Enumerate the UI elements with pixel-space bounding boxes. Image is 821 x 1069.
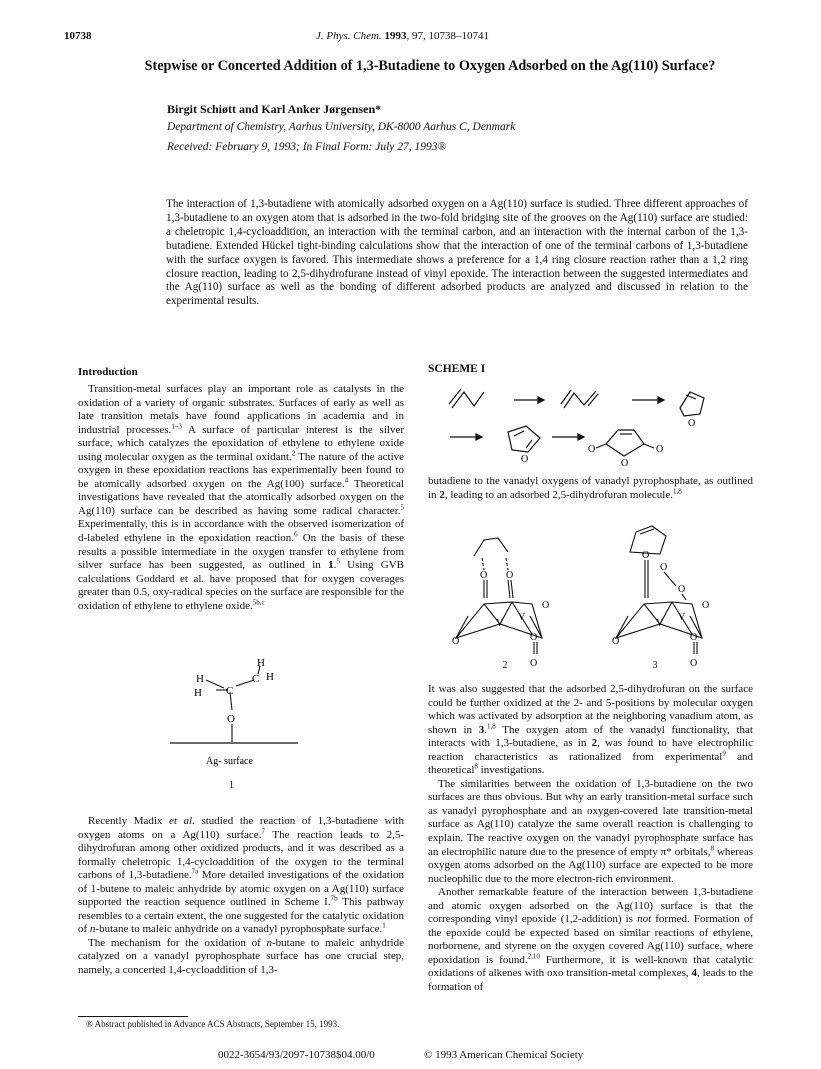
text-run: .: [484, 723, 487, 736]
citation-ref: 1,8: [486, 721, 496, 730]
double-bond: [526, 440, 532, 448]
citation-ref: 5b,c: [252, 598, 265, 607]
atom-o: O: [690, 658, 698, 669]
text-run: The nature of the active oxygen in these epoxidation reactions has experimentally been found to be atomically adsorbed oxygen on the Ag(100) surface.: [78, 450, 405, 490]
text-run: formed. Formation of the epoxide could be expected based on similar reactions of ethylene, norbornene, and styrene on the oxygen covered Ag(110) surface, where epoxidation is found.: [428, 913, 753, 966]
atom-o: O: [530, 658, 538, 669]
double-bond: [449, 389, 461, 404]
atom-v: V: [518, 612, 526, 623]
atom-o: O: [642, 550, 650, 561]
section-heading-introduction: Introduction: [78, 366, 138, 378]
citation-ref: 7: [261, 826, 265, 835]
scheme-1-diagram: [428, 380, 758, 480]
text-run: .: [333, 559, 337, 572]
citation-ref: 8: [710, 843, 714, 852]
text-run: The mechanism for the oxidation of: [88, 936, 267, 949]
text-run: 1: [328, 559, 334, 572]
paragraph-3: [428, 778, 753, 886]
double-bond: [561, 390, 571, 404]
text-run: Advance ACS Abstracts,: [173, 1019, 263, 1029]
copyright: © 1993 American Chemical Society: [424, 1049, 584, 1061]
atom-o: O: [660, 562, 668, 573]
double-bond: [588, 394, 598, 406]
text-run: Experimentally, this is in accordance with the observed isomerization of d-labeled ethylene in the epoxidation reaction.: [78, 518, 404, 545]
citation-ref: 9: [722, 749, 726, 758]
text-run: , leading to an adsorbed 2,5-dihydrofuran molecule.: [444, 488, 673, 501]
affiliation: Department of Chemistry, Aarhus University, DK-8000 Aarhus C, Denmark: [167, 121, 516, 133]
citation-ref: 1: [382, 921, 386, 930]
atom-v: V: [656, 618, 664, 629]
right-column-top: [428, 475, 753, 502]
citation-ref: 7a: [191, 867, 199, 876]
text-run: , leads to the formation of: [428, 967, 753, 994]
text-run: investigations.: [477, 764, 545, 777]
text-run: , was found to have electrophilic reaction characteristics as rationalized from experimental: [428, 737, 753, 763]
text-run: Another remarkable feature of the interaction between 1,3-butadiene and atomic oxygen adsorbed on the Ag(110) surface is that the corresponding vinyl epoxide (1,2-addition) is: [428, 886, 753, 926]
text-run: On the basis of these results a possible intermediate in the oxygen transfer to ethylene from silver surface has been suggested, as outlined in: [78, 532, 404, 572]
footnote: [86, 1019, 339, 1029]
carbonyl-bond: [644, 444, 654, 448]
citation-ref: 2: [291, 449, 296, 458]
scheme-label: SCHEME I: [428, 363, 486, 375]
text-run: -butane to maleic anhydride catalyzed on a vanadyl pyrophosphate surface has one crucial step, namely, a concerted 1,4-cycloaddition of 1,3-: [78, 936, 404, 977]
carbonyl-bond: [596, 444, 606, 448]
page-number: 10738: [64, 30, 92, 42]
received-dates: Received: February 9, 1993; In Final Form: July 27, 1993®: [167, 141, 447, 153]
atom-o: O: [530, 632, 538, 643]
atom-c: C: [226, 685, 234, 697]
text-run: The oxygen atom of the vanadyl functionality, that interacts with 1,3-butadiene, as in: [428, 723, 753, 750]
text-run: 2: [591, 737, 598, 750]
paper-title: Stepwise or Concerted Addition of 1,3-Butadiene to Oxygen Adsorbed on the Ag(110) Surface?: [144, 58, 716, 74]
double-bond: [514, 431, 524, 436]
citation-ref: 1–3: [171, 421, 182, 430]
article-code: 0022-3654/93/2097-10738$04.00/0: [218, 1049, 375, 1061]
journal-name: J. Phys. Chem.: [316, 30, 382, 42]
text-run: 2: [439, 488, 445, 501]
atom-o: O: [621, 458, 629, 469]
citation-ref: 8: [474, 762, 478, 771]
journal-volume-pages: , 97, 10738–10741: [406, 30, 489, 42]
compound-label-1: 1: [229, 780, 234, 791]
atom-o: O: [521, 454, 529, 465]
atom-o: O: [612, 636, 620, 647]
text-run: ® Abstract published in: [86, 1019, 174, 1029]
dashed-bond: [482, 558, 484, 570]
paragraph-continued: [428, 475, 753, 502]
text-run: Recently Madix: [88, 815, 170, 827]
citation-ref: 7b: [330, 894, 338, 903]
citation-ref: 1,8: [673, 486, 682, 495]
atom-h: H: [194, 687, 202, 699]
butadiene-fragment: [474, 538, 508, 556]
text-run: September 15, 1993.: [262, 1019, 340, 1029]
atom-o: O: [702, 600, 710, 611]
paragraph-intro-3: [78, 937, 404, 978]
surface-label: Ag- surface: [206, 756, 253, 767]
paragraph-4: [428, 886, 753, 994]
atom-o: O: [588, 444, 596, 455]
atom-v: V: [678, 612, 686, 623]
atom-o: O: [452, 636, 460, 647]
paragraph-2: [428, 683, 753, 778]
text-run: whereas oxygen atoms adsorbed on the Ag(110) surface are expected to be more nucleophilic due to the more electron-rich environment.: [428, 845, 753, 885]
bond: [664, 572, 676, 586]
atom-o: O: [690, 632, 698, 643]
citation-ref: 6: [294, 530, 298, 539]
atom-o: O: [227, 713, 235, 725]
paragraph-intro-1: [78, 383, 404, 613]
text-run: -butane to maleic anhydride on a vanadyl pyrophosphate surface.: [95, 923, 383, 936]
atom-c: C: [252, 673, 260, 685]
text-run: The reaction leads to 2,5-dihydrofuran among other oxidized products, and it was described as a formally cheletropic 1,4-cycloaddition of the oxygen to the terminal carbons of 1,3-butadiene.: [78, 828, 404, 882]
text-run: et al.: [169, 815, 195, 827]
text-run: not: [637, 913, 652, 926]
right-column-bottom: [428, 683, 753, 995]
text-run: It was also suggested that the adsorbed 2,5-dihydrofuran on the surface could be further oxidized at the 2- and 5-positions by molecular oxygen which was activated by adsorption at the neighboring vanadium atom, as shown in: [428, 683, 753, 736]
bond: [508, 580, 510, 598]
dashed-bond: [506, 558, 508, 570]
text-run: Theoretical investigations have revealed that the atomically adsorbed oxygen on the Ag(110) surface can be described as having some radical character.: [78, 477, 404, 517]
text-run: n: [266, 936, 272, 949]
text-run: Transition-metal surfaces play an important role as catalysts in the oxidation of a variety of organic substrates. Surfaces of early as well as late transition metals have found applications in academia and in industrial processes.: [78, 383, 404, 436]
paragraph-intro-2: [78, 815, 404, 937]
text-run: n: [89, 923, 96, 936]
authors: Birgit Schiøtt and Karl Anker Jørgensen*: [167, 102, 382, 116]
atom-h: H: [257, 657, 265, 669]
dihydrofuran-ring: [680, 392, 704, 416]
journal-year: 1993: [384, 30, 407, 42]
text-run: The similarities between the oxidation of 1,3-butadiene on the two surfaces are thus obvious. But why an early transition-metal surface such as vanadyl pyrophosphate and an oxygen-covered late transition-metal surface as Ag(110) catalyze the same overall reaction is challenging to explain. The reactive oxygen on the vanadyl pyrophosphate surface has an electrophilic nature due to the presence of empty π* orbitals,: [428, 777, 753, 858]
atom-o: O: [480, 570, 488, 581]
text-run: 3: [478, 723, 485, 736]
bond: [511, 580, 513, 598]
compound-label-2: 2: [502, 660, 508, 671]
atom-v: V: [496, 618, 504, 629]
footnote-rule: [78, 1016, 188, 1017]
atom-h: H: [196, 673, 204, 685]
atom-o: O: [542, 600, 550, 611]
atom-h: H: [266, 671, 274, 683]
text-run: and theoretical: [428, 750, 753, 777]
text-run: More detailed investigations of the oxidation of 1-butene to maleic anhydride by atomic oxygen on a Ag(110) surface supported the reaction sequence outlined in Scheme I.: [78, 869, 404, 909]
structures-2-3-diagram: [430, 512, 750, 672]
atom-o: O: [506, 570, 514, 581]
text-run: This pathway resembles to a certain extent, the one suggested for the catalytic oxidation of: [78, 896, 404, 936]
text-run: Using GVB calculations Goddard et al. have proposed that for oxygen coverages greater than 0.5, oxy-radical species on the surface are responsible for the oxidation of ethylene to ethylene oxide.: [78, 559, 404, 612]
bond: [206, 680, 224, 688]
atom-o: O: [656, 444, 664, 455]
citation-ref: 2,10: [527, 952, 540, 961]
text-run: butadiene to the vanadyl oxygens of vanadyl pyrophosphate, as outlined in: [428, 475, 753, 501]
structure-1-diagram: [170, 658, 310, 798]
atom-o: O: [688, 418, 696, 429]
text-run: Furthermore, it is well-known that catalytic oxidations of alkenes with oxo transition-metal complexes,: [428, 953, 753, 980]
atom-o: O: [678, 584, 686, 595]
text-run: 4: [691, 967, 698, 980]
furan-ring: [508, 426, 540, 452]
left-column-top: [78, 383, 404, 613]
journal-citation: [316, 30, 489, 42]
text-run: A surface of particular interest is the silver surface, which catalyzes the epoxidation of ethylene to ethylene oxide using molecular oxygen as the terminal oxidant.: [78, 423, 404, 463]
text-run: studied the reaction of 1,3-butadiene with oxygen atoms on a Ag(110) surface.: [78, 815, 404, 841]
compound-label-3: 3: [652, 660, 658, 671]
left-column-bottom: [78, 815, 404, 978]
citation-ref: 4: [344, 476, 349, 485]
citation-ref: 5: [400, 503, 404, 512]
citation-ref: 5: [336, 557, 340, 566]
abstract: The interaction of 1,3-butadiene with atomically adsorbed oxygen on a Ag(110) surface is studied. Three different approaches of 1,3-butadiene to an oxygen atom that is adsorbed in the two-fold bridging site of the grooves on the Ag(110) surface are studied: a cheletropic 1,4-cycloaddition, an interaction with the terminal carbon, and an interaction with the internal carbon of the 1,3-butadiene. Extended Hückel tight-binding calculations show that the interaction of one of the terminal carbons of 1,3-butadiene with the surface oxygen is favored. This intermediate shows a preference for a 1,4 ring closure reaction rather than a 1,2 ring closure reaction, leading to 2,5-dihydrofurane instead of vinyl epoxide. The interaction between the suggested intermediates and the Ag(110) surface as well as the bonding of different adsorbed products are analyzed and discussed in relation to the experimental results.: [166, 198, 748, 308]
